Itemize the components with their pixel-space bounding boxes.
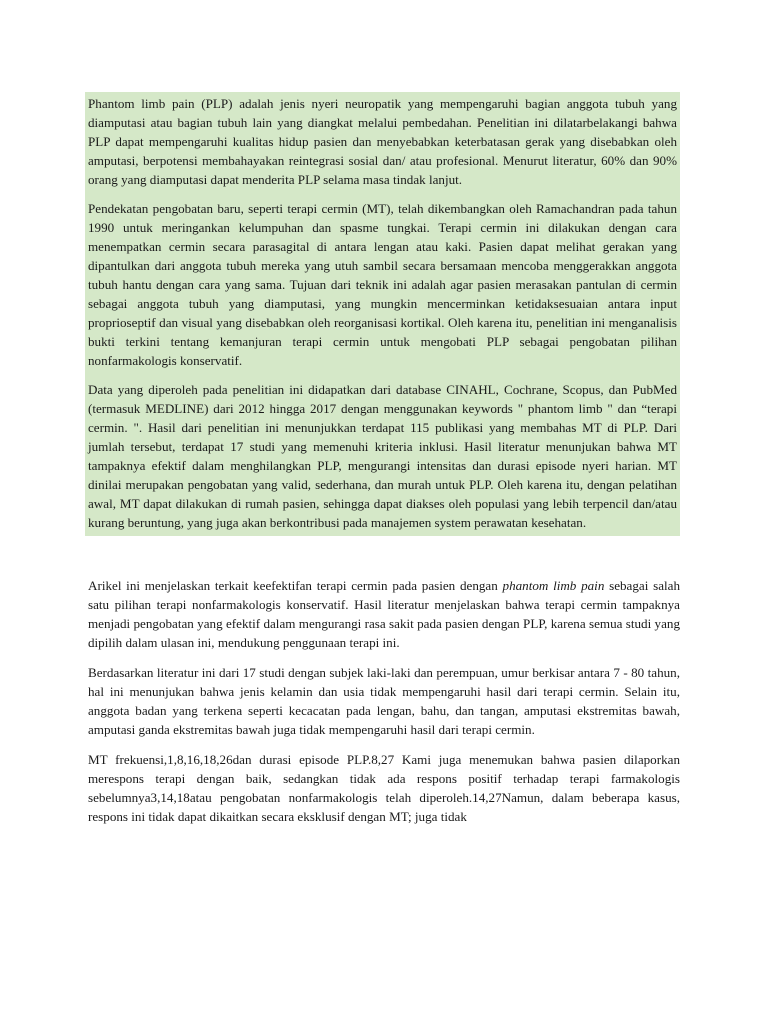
plain-section xyxy=(88,576,680,826)
highlighted-section xyxy=(85,92,680,536)
paragraph-plp-definition: Phantom limb pain (PLP) adalah jenis nyeri neuropatik yang mempengaruhi bagian anggota tubuh yang diamputasi atau bagian tubuh lain yang diangkat melalui pembedahan. Penelitian ini dilatarbelakangi bahwa PLP dapat mempengaruhi kualitas hidup pasien dan menyebabkan keterbatasan gerak yang disebabkan oleh amputasi, berpotensi membahayakan reintegrasi sosial dan/ atau profesional. Menurut literatur, 60% dan 90% orang yang diamputasi dapat menderita PLP selama masa tindak lanjut. xyxy=(88,96,677,187)
paragraph-mirror-therapy-approach: Pendekatan pengobatan baru, seperti terapi cermin (MT), telah dikembangkan oleh Ramachandran pada tahun 1990 untuk meringankan kelumpuhan dan spasme tungkai. Terapi cermin ini dilakukan dengan cara menempatkan cermin secara parasagital di antara lengan atau kaki. Pasien dapat melihat gerakan yang dipantulkan dari anggota tubuh mereka yang utuh sambil secara bersamaan mencoba menggerakkan anggota tubuh hantu dengan cara yang sama. Tujuan dari teknik ini adalah agar pasien merasakan pantulan di cermin sebagai anggota tubuh yang diamputasi, yang mungkin mencerminkan ketidaksesuaian antara input proprioseptif dan visual yang disebabkan oleh reorganisasi kortikal. Oleh karena itu, penelitian ini menganalisis bukti terkini tentang kemanjuran terapi cermin untuk mengobati PLP sebagai pengobatan pilihan nonfarmakologis konservatif. xyxy=(88,201,677,368)
phantom-limb-pain-italic: phantom limb pain xyxy=(502,578,605,593)
paragraph-mt-frequency: MT frekuensi,1,8,16,18,26dan durasi episode PLP.8,27 Kami juga menemukan bahwa pasien dilaporkan merespons terapi dengan baik, sedangkan tidak ada respons positif terhadap terapi farmakologis sebelumnya3,14,18atau pengobatan nonfarmakologis telah diperoleh.14,27Namun, dalam beberapa kasus, respons ini tidak dapat dikaitkan secara eksklusif dengan MT; juga tidak xyxy=(88,752,680,824)
paragraph-literature-subjects: Berdasarkan literatur ini dari 17 studi dengan subjek laki-laki dan perempuan, umur berkisar antara 7 - 80 tahun, hal ini menunjukan bahwa jenis kelamin dan usia tidak mempengaruhi hasil dari terapi cermin. Selain itu, anggota badan yang terkena seperti kecacatan pada lengan, bahu, dan tangan, amputasi ekstremitas bawah, amputasi ganda ekstremitas bawah juga tidak mempengaruhi hasil dari terapi cermin. xyxy=(88,665,680,737)
section-gap xyxy=(88,536,680,576)
document-page xyxy=(88,92,680,837)
paragraph-article-summary xyxy=(88,576,680,652)
paragraph-article-summary-before: Arikel ini menjelaskan terkait keefektifan terapi cermin pada pasien dengan xyxy=(88,578,503,593)
paragraph-data-results: Data yang diperoleh pada penelitian ini didapatkan dari database CINAHL, Cochrane, Scopus, dan PubMed (termasuk MEDLINE) dari 2012 hingga 2017 dengan menggunakan keywords " phantom limb " dan “terapi cermin. ". Hasil dari penelitian ini menunjukkan terdapat 115 publikasi yang membahas MT di PLP. Dari jumlah tersebut, terdapat 17 studi yang memenuhi kriteria inklusi. Hasil literatur menunjukan bahwa MT tampaknya efektif dalam menghilangkan PLP, mengurangi intensitas dan durasi episode nyeri harian. MT dinilai merupakan pengobatan yang valid, sederhana, dan murah untuk PLP. Oleh karena itu, dengan pelatihan awal, MT dapat dilakukan di rumah pasien, sehingga dapat diakses oleh populasi yang lebih terpencil dan/atau kurang beruntung, yang juga akan berkontribusi pada manajemen system perawatan kesehatan. xyxy=(88,382,677,530)
paragraph-article-summary-after: sebagai salah satu pilihan terapi nonfarmakologis konservatif. Hasil literatur menjelaskan bahwa terapi cermin tampaknya menjadi pengobatan yang efektif dalam mengurangi rasa sakit pada pasien dengan PLP, karena semua studi yang dipilih dalam ulasan ini, mendukung penggunaan terapi ini. xyxy=(88,578,681,650)
